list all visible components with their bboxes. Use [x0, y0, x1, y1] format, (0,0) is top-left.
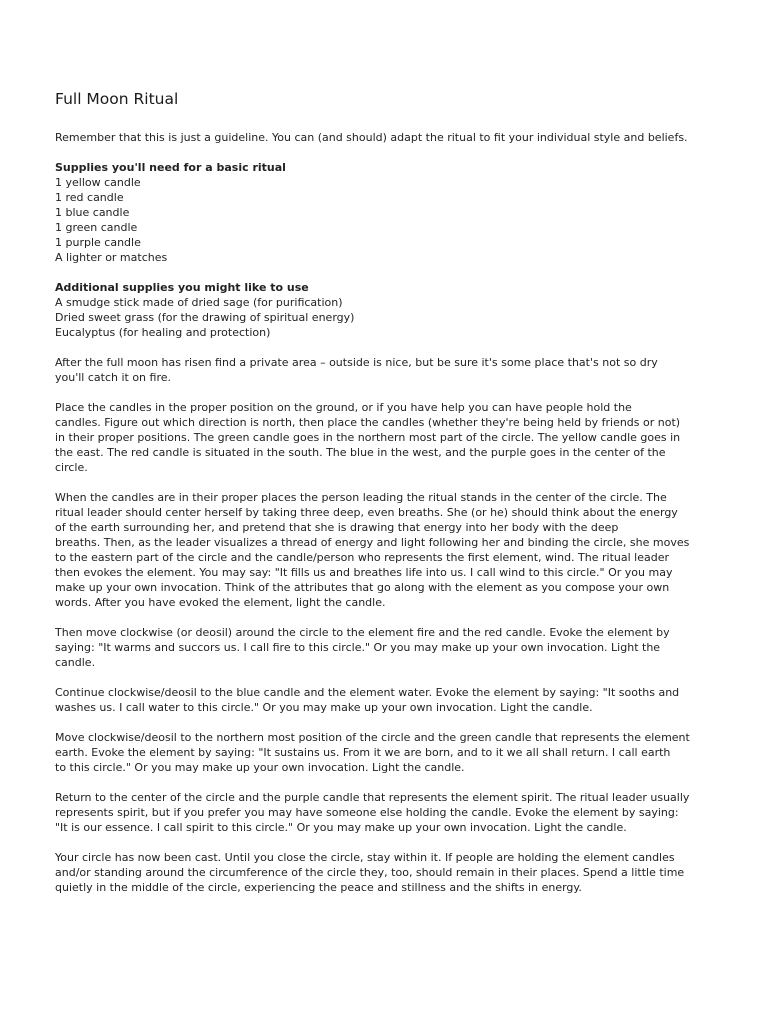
additional-supplies-section [55, 280, 728, 340]
body-paragraph: Your circle has now been cast. Until you close the circle, stay within it. If people are holding the element candles and/or standing around the circumference of the circle they, too, should remain in their places. Spend a little time quietly in the middle of the circle, experiencing the peace and stillness and the shifts in energy. [55, 851, 685, 894]
list-item: A lighter or matches [55, 251, 168, 264]
list-item: 1 green candle [55, 221, 138, 234]
list-item: 1 yellow candle [55, 176, 141, 189]
list-item: A smudge stick made of dried sage (for purification) [55, 296, 343, 309]
list-item: 1 red candle [55, 191, 124, 204]
list-item: 1 purple candle [55, 236, 141, 249]
list-item: Eucalyptus (for healing and protection) [55, 326, 271, 339]
body-paragraph: Return to the center of the circle and the purple candle that represents the element spirit. The ritual leader usually represents spirit, but if you prefer you may have someone else holding the candle. Evoke the element by saying: "It is our essence. I call spirit to this circle." Or you may make up your own invocation. Light the candle. [55, 791, 690, 834]
supplies-list [55, 175, 728, 265]
body-paragraph: Place the candles in the proper position on the ground, or if you have help you can have people hold the candles. Figure out which direction is north, then place the candles (whether they're being held by friends or not) in their proper positions. The green candle goes in the northern most part of the circle. The yellow candle goes in the east. The red candle is situated in the south. The blue in the west, and the purple goes in the center of the circle. [55, 401, 681, 474]
additional-supplies-list [55, 295, 728, 340]
supplies-section [55, 160, 728, 265]
list-item: Dried sweet grass (for the drawing of spiritual energy) [55, 311, 355, 324]
list-item: 1 blue candle [55, 206, 130, 219]
page-title: Full Moon Ritual [55, 90, 179, 108]
body-paragraph: Continue clockwise/deosil to the blue candle and the element water. Evoke the element by saying: "It sooths and washes us. I call water to this circle." Or you may make up your own invocation. Light the candle. [55, 686, 680, 714]
supplies-heading: Supplies you'll need for a basic ritual [55, 161, 286, 174]
body-paragraph: When the candles are in their proper places the person leading the ritual stands in the center of the circle. The ritual leader should center herself by taking three deep, even breaths. She (or he) should think about the energy of the earth surrounding her, and pretend that she is drawing that energy into her body with the deep breaths. Then, as the leader visualizes a thread of energy and light following her and binding the circle, she moves to the eastern part of the circle and the candle/person who represents the first element, wind. The ritual leader then evokes the element. You may say: "It fills us and breathes life into us. I call wind to this circle." Or you may make up your own invocation. Think of the attributes that go along with the element as you compose your own words. After you have evoked the element, light the candle. [55, 491, 690, 609]
body-paragraph: After the full moon has risen find a private area – outside is nice, but be sure it's some place that's not so dry you'll catch it on fire. [55, 356, 658, 384]
intro-paragraph: Remember that this is just a guideline. You can (and should) adapt the ritual to fit your individual style and beliefs. [55, 131, 688, 144]
body-paragraph: Then move clockwise (or deosil) around the circle to the element fire and the red candle. Evoke the element by saying: "It warms and succors us. I call fire to this circle." Or you may make up your own invocation. Light the candle. [55, 626, 670, 669]
body-paragraph: Move clockwise/deosil to the northern most position of the circle and the green candle that represents the element earth. Evoke the element by saying: "It sustains us. From it we are born, and to it we all shall return. I call earth to this circle." Or you may make up your own invocation. Light the candle. [55, 731, 690, 774]
additional-supplies-heading: Additional supplies you might like to use [55, 281, 309, 294]
